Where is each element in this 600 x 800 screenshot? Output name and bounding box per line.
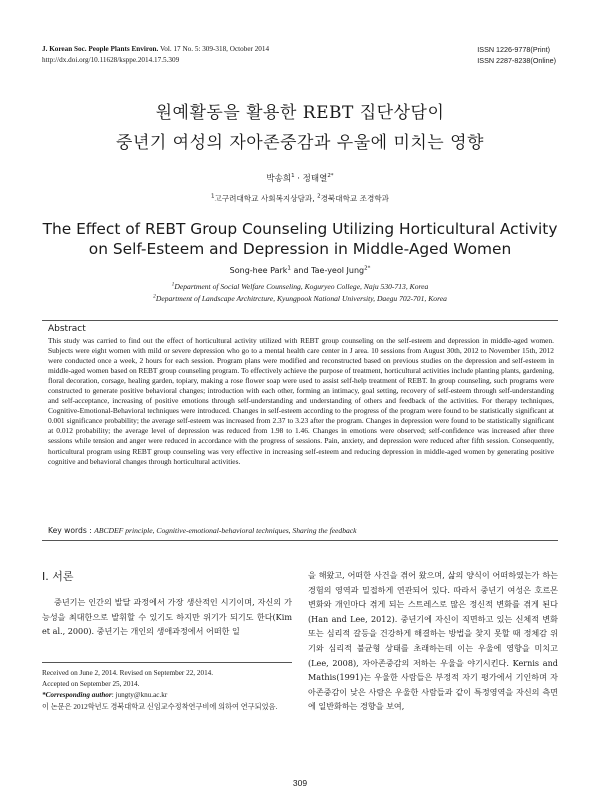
journal-header (42, 44, 269, 66)
affil-ko-2: 경북대학교 조경학과 (320, 194, 390, 203)
right-paragraph: 을 해왔고, 어떠한 사건을 겪어 왔으며, 삶의 양식이 어떠하였는가 하는 경험의 영역과 밀접하게 연관되어 있다. 따라서 중년기 여성은 호르몬 변화와 개인마다 겪게 되는 스트레스로 많은 정신적 변화를 겪게 된다(Han and Lee, 2012). 중년기에 자신이 직면하고 있는 신체적 변화 또는 심리적 갈등을 건강하게 해결하는 방법을 찾지 못할 때 정체감 위기와 심리적 불균형 상태를 초래하는데 이는 우울에 영향을 미치고(Lee, 2008), 자아존중감의 저하는 우울을 야기시킨다. Kernis and Mathis(1991)는 우울한 사람들은 부정적 자기 평가에서 기인하며 자아존중감이 낮은 사람은 우울한 사람들과 같이 특정영역을 자신의 측면에 일반화하는 경향을 보여, (308, 570, 558, 712)
journal-name: J. Korean Soc. People Plants Environ. (42, 45, 159, 53)
english-title-line1: The Effect of REBT Group Counseling Utilizing Horticultural Activity (42, 220, 558, 238)
keywords-values: ABCDEF principle, Cognitive-emotional-behavioral techniques, Sharing the feedback (94, 526, 357, 535)
affil-ko-1-sup: 1 (210, 193, 215, 200)
author-ko-2-sup: 2* (327, 173, 334, 180)
english-title-line2: on Self-Esteem and Depression in Middle-Aged Women (88, 240, 512, 258)
doi-link[interactable]: http://dx.doi.org/10.11628/ksppe.2014.17.5.309 (42, 56, 180, 64)
journal-volume: Vol. 17 No. 5: 309-318, October 2014 (158, 45, 270, 53)
footnote-divider (42, 662, 292, 663)
abstract-body: This study was carried to find out the effect of horticultural activity utilized with REBT group counseling on the self-esteem and depression in middle-aged women. Subjects were eight women with mild or severe depression who go to a mental health care center in J area. 10 sessions from August 30th, 2012 to November 15th, 2012 were conducted once a week, 2 hours for each session. Program plans were modified and reconstructed based on previous studies on the depression and self-esteem in middle-aged women based on REBT group counseling program. To effectively achieve the purpose of treatment, horticultural activities include planting plants, gardening, floral decoration, corsage, healing garden, topiary, making a rose flower soap were used to assist self-help treatment of REBT. In group counseling, such programs were constructed to generate positive behavioral changes; introduction with each other, forming an intimacy, goal setting, recovery of self-esteem through self-understanding and self-acceptance, increasing of positive emotions through self-understanding and understanding of others and feedback of the activities. For therapy techniques, Cognitive-Emotional-Behavioral techniques were introduced. Changes in self-esteem according to the progress of the program were found to be statistically significant at 0.001 significance probability; the average self-esteem was increased from 2.37 to 3.23 after the program. Changes in depression were found to be statistically significant at 0.012 probability; the average level of depression was reduced from 1.98 to 1.46. Changes in emotions were observed; self-confidence was increased after three sessions while tension and anger were reduced in accordance with the progress of sessions. Pain, anxiety, and depression were reduced after fifth session. Consequently, horticultural program using REBT group counseling was very effective in increasing self-esteem and reducing depression in middle-aged women by generating positive cognitive and behavioral changes through horticultural activities. (48, 336, 554, 466)
author-en-2-sup: 2* (364, 265, 371, 272)
affil-en-1-sup: 1 (171, 281, 175, 288)
korean-title (0, 100, 600, 156)
korean-authors (0, 172, 600, 184)
section-heading-introduction: Ⅰ. 서론 (42, 570, 74, 583)
corresponding-email[interactable]: : jungty@knu.ac.kr (111, 691, 168, 700)
author-ko-2: 정태열 (302, 174, 328, 184)
korean-affiliations (0, 193, 600, 204)
received-date: Received on June 2, 2014. Revised on September 22, 2014. (42, 669, 214, 677)
issn-online: ISSN 2287-8238(Online) (477, 56, 556, 65)
author-en-and: and (290, 266, 312, 275)
english-authors (0, 266, 600, 275)
affil-ko-1: 고구려대학교 사회복지상담과, (214, 194, 318, 203)
abstract-heading: Abstract (48, 324, 86, 334)
affil-en-1: Department of Social Welfare Counseling, Koguryeo College, Naju 530-713, Korea (174, 282, 429, 291)
english-title (0, 219, 600, 259)
korean-title-line2: 중년기 여성의 자아존중감과 우울에 미치는 영향 (116, 133, 484, 153)
affil-en-2-sup: 2 (153, 293, 156, 300)
affil-ko-2-sup: 2 (317, 193, 321, 200)
footnote (42, 668, 292, 713)
page-number: 309 (292, 778, 308, 788)
keywords (48, 526, 554, 535)
keywords-label: Key words : (48, 526, 95, 535)
accepted-date: Accepted on September 25, 2014. (42, 680, 140, 689)
intro-paragraph: 중년기는 인간의 발달 과정에서 가장 생산적인 시기이며, 자신의 가능성을 최대한으로 발휘할 수 있기도 하지만 위기가 되기도 한다(Kim et al., 2000). 중년기는 개인의 생애과정에서 어떠한 일 (42, 597, 292, 637)
issn-print: ISSN 1226-9778(Print) (477, 45, 550, 54)
issn-block (477, 44, 556, 66)
author-ko-1: 박송희 (266, 174, 292, 184)
corresponding-label: *Corresponding author (42, 691, 112, 700)
abstract-bottom-divider (42, 540, 558, 541)
korean-title-line1: 원예활동을 활용한 REBT 집단상담이 (155, 103, 445, 123)
author-en-2: Tae-yeol Jung (311, 266, 365, 275)
affil-en-2: Department of Landscape Architrcture, Kyungpook National University, Daegu 702-701, Korea (155, 294, 447, 303)
author-ko-1-sup: 1 (291, 173, 295, 180)
abstract-top-divider (42, 320, 558, 321)
right-column-text (308, 568, 558, 714)
author-en-1: Song-hee Park (229, 266, 288, 275)
left-column-text (42, 595, 292, 639)
funding-note: 이 논문은 2012학년도 경북대학교 신임교수정착연구비에 의하여 연구되었음. (42, 702, 278, 711)
author-ko-separator: · (294, 174, 303, 184)
english-affiliations (0, 281, 600, 305)
author-en-1-sup: 1 (287, 265, 291, 272)
